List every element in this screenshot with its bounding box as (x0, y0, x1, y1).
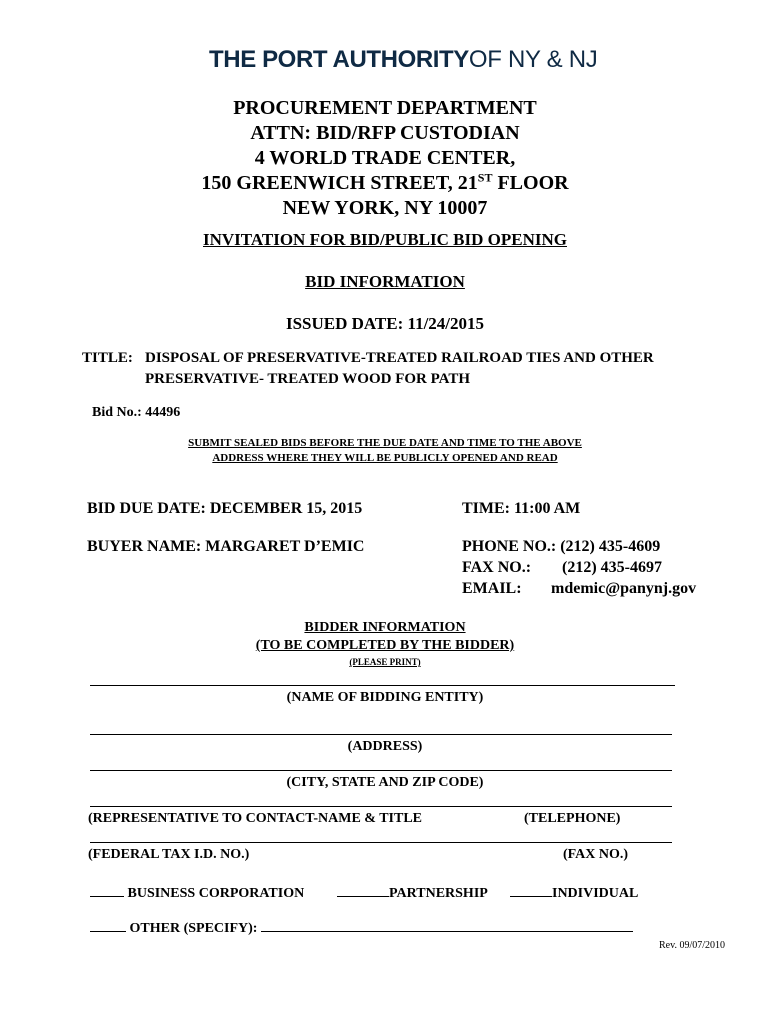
buyer-email-label: EMAIL: (462, 580, 522, 597)
address-line-3: 4 WORLD TRADE CENTER, (254, 147, 516, 169)
buyer-email[interactable]: mdemic@panynj.gov (551, 580, 697, 597)
representative-label: (REPRESENTATIVE TO CONTACT-NAME & TITLE (88, 811, 422, 826)
revision-date: Rev. 09/07/2010 (658, 940, 725, 951)
port-authority-logo (209, 46, 598, 74)
address-line-1: PROCUREMENT DEPARTMENT (233, 97, 537, 119)
city-state-zip-label: (CITY, STATE AND ZIP CODE) (286, 775, 484, 790)
invitation-heading: INVITATION FOR BID/PUBLIC BID OPENING (203, 230, 567, 249)
bid-information-heading: BID INFORMATION (305, 272, 465, 291)
submit-note-line-2: ADDRESS WHERE THEY WILL BE PUBLICLY OPENED AND READ (212, 452, 558, 464)
corporation-blank[interactable] (90, 882, 124, 897)
title-line-1: DISPOSAL OF PRESERVATIVE-TREATED RAILROAD TIES AND OTHER (145, 350, 654, 366)
entity-type-row (90, 882, 304, 902)
address-line-4: 150 GREENWICH STREET, 21ST FLOOR (201, 170, 569, 194)
partnership-blank[interactable] (337, 882, 389, 897)
submit-note-line-1: SUBMIT SEALED BIDS BEFORE THE DUE DATE AND TIME TO THE ABOVE (188, 437, 582, 449)
other-row (90, 917, 633, 937)
title-line-2: PRESERVATIVE- TREATED WOOD FOR PATH (145, 371, 471, 387)
address-line[interactable] (90, 734, 672, 735)
buyer-fax-label: FAX NO.: (462, 559, 532, 576)
fax-label: (FAX NO.) (563, 847, 629, 862)
buyer-phone: PHONE NO.: (212) 435-4609 (462, 538, 661, 555)
city-state-zip-line[interactable] (90, 770, 672, 771)
bidder-info-subheading: (TO BE COMPLETED BY THE BIDDER) (255, 638, 515, 653)
bid-due-time: TIME: 11:00 AM (462, 500, 581, 517)
please-print-note: (PLEASE PRINT) (349, 657, 421, 667)
individual-label: INDIVIDUAL (552, 886, 639, 901)
logo-bold-text: THE PORT AUTHORITY (209, 46, 469, 73)
representative-line[interactable] (90, 806, 672, 807)
other-specify-line[interactable] (261, 917, 633, 932)
corporation-label: BUSINESS CORPORATION (127, 886, 305, 901)
bid-due-date: BID DUE DATE: DECEMBER 15, 2015 (87, 500, 363, 517)
entity-name-line[interactable] (90, 685, 675, 686)
tax-id-line[interactable] (90, 842, 672, 843)
address-line-2: ATTN: BID/RFP CUSTODIAN (250, 122, 520, 144)
address-line-5: NEW YORK, NY 10007 (282, 197, 488, 219)
other-blank[interactable] (90, 917, 126, 932)
bid-number: Bid No.: 44496 (92, 405, 181, 420)
bidder-info-heading: BIDDER INFORMATION (304, 620, 466, 635)
address-block (0, 96, 770, 221)
telephone-label: (TELEPHONE) (524, 811, 621, 826)
buyer-name: BUYER NAME: MARGARET D’EMIC (87, 538, 365, 555)
individual-blank[interactable] (510, 882, 552, 897)
individual-row (510, 882, 638, 902)
title-label: TITLE: (82, 350, 133, 366)
issued-date: ISSUED DATE: 11/24/2015 (285, 314, 485, 333)
address-label: (ADDRESS) (347, 739, 423, 754)
other-label: OTHER (SPECIFY): (129, 921, 258, 936)
partnership-label: PARTNERSHIP (389, 886, 488, 901)
partnership-row (337, 882, 488, 902)
entity-name-label: (NAME OF BIDDING ENTITY) (286, 690, 484, 705)
buyer-fax: (212) 435-4697 (562, 559, 662, 576)
logo-light-text: OF NY & NJ (468, 46, 598, 73)
tax-id-label: (FEDERAL TAX I.D. NO.) (88, 847, 250, 862)
